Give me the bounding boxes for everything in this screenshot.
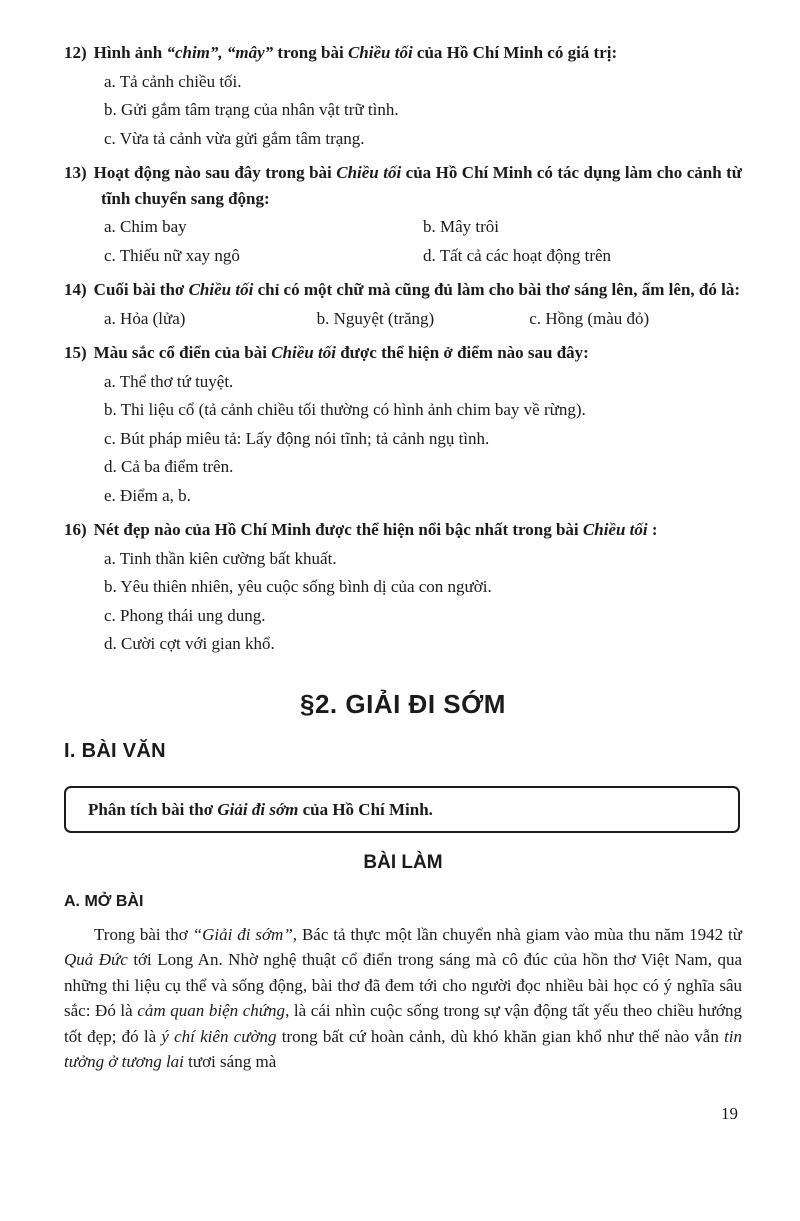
answer-option-row [104,97,742,123]
answer-option-row [104,631,742,657]
text-segment: Quả Đức [64,950,128,969]
essay-prompt-box [64,786,740,834]
answer-option: b. Nguyệt (trăng) [316,308,435,328]
answer-option: c. Thiếu nữ xay ngô [104,245,240,265]
text-segment: trong bài [273,43,348,62]
answer-option: c. Hồng (màu đỏ) [529,308,650,328]
question-number: 13) [64,163,87,182]
question-item [64,40,742,151]
answer-option-row [104,214,742,240]
answer-option: a. Tinh thần kiên cường bất khuất. [104,548,337,568]
mo-bai-heading: A. MỞ BÀI [64,892,144,910]
answer-option-row [104,483,742,509]
answer-option-row [104,69,742,95]
answer-options [64,546,742,657]
text-segment: của Hồ Chí Minh có tác dụng làm cho cảnh từ tĩnh chuyển sang động: [101,163,742,208]
question-number: 15) [64,343,87,362]
text-segment: được thể hiện ở điểm nào sau đây: [335,343,589,362]
answer-option: d. Cả ba điểm trên. [104,457,234,476]
question-title [64,340,742,366]
text-segment: Chiều tối [347,43,413,62]
question-item [64,160,742,268]
answer-option-row [104,426,742,452]
text-segment: Hoạt động nào sau đây trong bài [93,163,337,182]
text-segment: Màu sắc cổ điển của bài [93,343,272,362]
answer-option: d. Tất cả các hoạt động trên [423,245,612,265]
questions-list [64,40,742,657]
question-item [64,517,742,657]
subsection-heading: I. BÀI VĂN [64,739,166,762]
question-title [64,277,742,303]
answer-options [64,306,742,332]
text-segment: chỉ có một chữ mà cũng đủ làm cho bài thơ sáng lên, ấm lên, đó là: [253,280,740,299]
text-segment: Hình ảnh [93,43,167,62]
text-segment: ý chí kiên cường [161,1026,277,1046]
question-number: 14) [64,280,87,299]
question-item [64,277,742,331]
answer-option: c. Phong thái ung dung. [104,605,266,625]
question-title [64,160,742,211]
answer-options [64,369,742,509]
answer-option-row [104,603,742,629]
question-number: 16) [64,520,87,539]
answer-option-row [104,369,742,395]
answer-option: c. Bút pháp miêu tả: Lấy động nói tĩnh; tả cảnh ngụ tình. [104,428,490,448]
essay-paragraph [64,922,742,1075]
answer-option: b. Gửi gắm tâm trạng của nhân vật trữ tình. [104,100,399,119]
answer-option: a. Thể thơ tứ tuyệt. [104,371,234,391]
text-segment: , là cái nhìn cuộc sống trong sự vận động tất yếu theo chiều hướng tốt đẹp; đó là [64,1001,742,1046]
text-segment: tin tưởng ở tương lai [64,1026,743,1071]
text-segment: , Bác tả thực một lần chuyển nhà giam vào mùa thu năm 1942 từ [292,924,742,944]
text-segment: của Hồ Chí Minh. [298,799,433,819]
text-segment: tươi sáng mà [183,1052,277,1071]
answer-option: e. Điểm a, b. [104,485,191,505]
text-segment: “chim”, “mây” [166,43,274,62]
question-item [64,340,742,508]
answer-options [64,69,742,152]
answer-option: a. Hỏa (lửa) [104,308,186,328]
text-segment: Chiều tối [188,280,254,299]
answer-options [64,214,742,268]
text-segment: trong bất cứ hoàn cảnh, dù khó khăn gian khổ như thế nào vẫn [276,1026,725,1046]
answer-option-row [104,454,742,480]
section-heading: §2. GIẢI ĐI SỚM [300,688,506,719]
answer-option: a. Chim bay [104,217,187,236]
answer-option-row [104,546,742,572]
text-segment: cảm quan biện chứng [137,1001,286,1020]
text-segment: Chiều tối [582,520,648,539]
text-segment: Trong bài thơ [94,924,193,944]
text-segment: “Giải đi sớm” [192,924,293,944]
answer-option: d. Cười cợt với gian khổ. [104,634,275,653]
answer-option: b. Thi liệu cổ (tả cảnh chiều tối thường có hình ảnh chim bay về rừng). [104,400,586,419]
question-title [64,40,742,66]
page-number: 19 [721,1103,738,1123]
text-segment: Cuối bài thơ [93,280,189,299]
bai-lam-heading: BÀI LÀM [363,852,443,873]
text-segment: Chiều tối [271,343,336,362]
answer-option-row [104,306,742,332]
text-segment: Chiều tối [336,163,402,182]
answer-option: b. Yêu thiên nhiên, yêu cuộc sống bình dị của con người. [104,577,492,596]
text-segment: : [647,520,658,539]
answer-option-row [104,574,742,600]
question-number: 12) [64,43,87,62]
text-segment: của Hồ Chí Minh có giá trị: [412,43,618,62]
text-segment: Giải đi sớm [217,799,299,819]
answer-option-row [104,397,742,423]
text-segment: tới Long An. Nhờ nghệ thuật cổ điển trong sáng mà cô đúc của hồn thơ Việt Nam, qua những thi liệu cụ thể và sống động, bài thơ đã đem tới cho người đọc nhiều bài học có ý nghĩa sâu sắc: Đó là [64,950,742,1020]
question-title [64,517,742,543]
answer-option-row [104,243,742,269]
answer-option: b. Mây trôi [423,217,500,236]
text-segment: Nét đẹp nào của Hồ Chí Minh được thể hiện nổi bậc nhất trong bài [93,520,583,539]
text-segment: Phân tích bài thơ [88,799,218,819]
answer-option: c. Vừa tả cảnh vừa gửi gắm tâm trạng. [104,128,365,148]
essay-prompt [88,797,722,823]
answer-option: a. Tả cảnh chiều tối. [104,71,242,91]
answer-option-row [104,126,742,152]
